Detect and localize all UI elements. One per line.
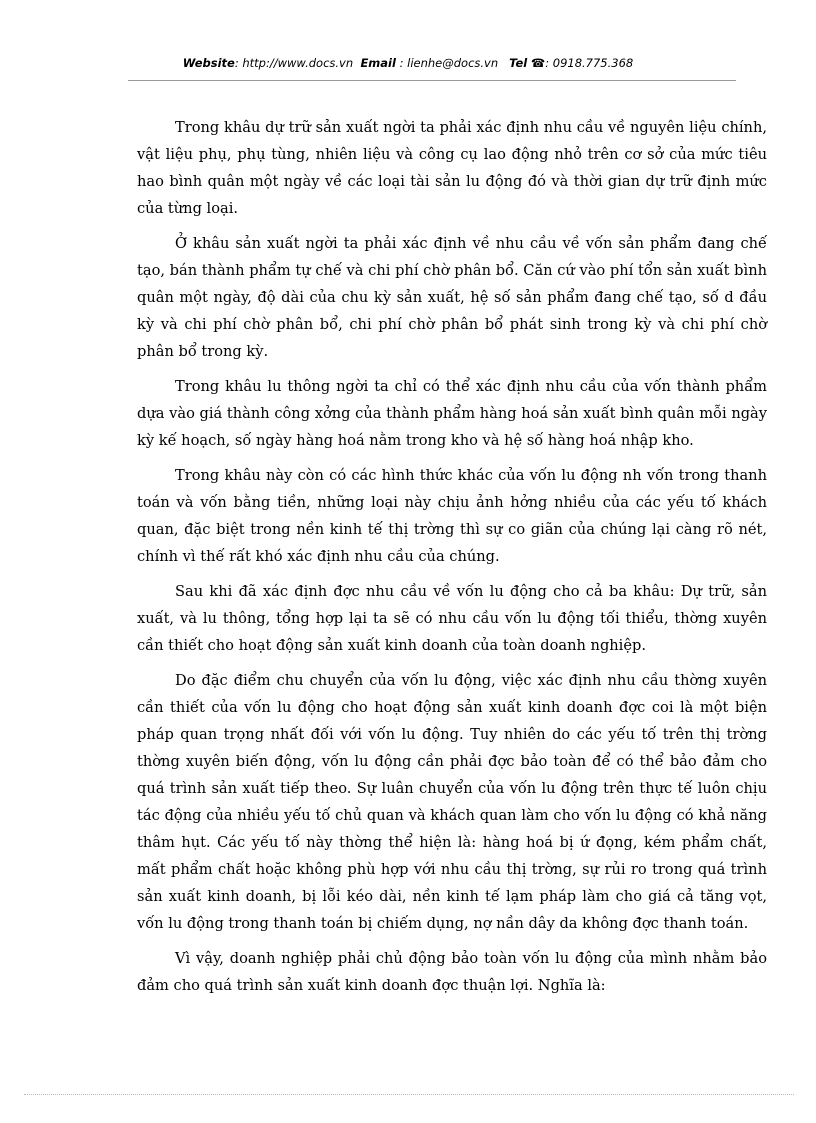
paragraph-4: Trong khâu này còn có các hình thức khác của vốn lu động nh vốn trong thanh toán và vốn bằng tiền, những loại này chịu ảnh hởng nhiều của các yếu tố khách quan, đặc biệt trong nền kinh tế thị trờng thì sự co giãn của chúng lại càng rõ nét, chính vì thế rất khó xác định nhu cầu của chúng. bbox=[137, 467, 767, 565]
tel-label: Tel bbox=[509, 56, 528, 70]
website-label: Website bbox=[182, 56, 235, 70]
paragraph-7: Vì vậy, doanh nghiệp phải chủ động bảo toàn vốn lu động của mình nhằm bảo đảm cho quá trình sản xuất kinh doanh đợc thuận lợi. Nghĩa là: bbox=[137, 950, 767, 994]
website-url[interactable]: : http://www.docs.vn bbox=[234, 56, 354, 70]
footer-divider bbox=[24, 1094, 794, 1095]
paragraph-1: Trong khâu dự trữ sản xuất ngời ta phải xác định nhu cầu về nguyên liệu chính, vật liệu phụ, phụ tùng, nhiên liệu và công cụ lao động nhỏ trên cơ sở của mức tiêu hao bình quân một ngày về các loại tài sản lu động đó và thời gian dự trữ định mức của từng loại. bbox=[137, 119, 767, 217]
email-label: Email bbox=[360, 56, 396, 70]
phone-icon: ☎ bbox=[530, 56, 546, 70]
header-divider bbox=[128, 80, 736, 81]
paragraph-2: Ở khâu sản xuất ngời ta phải xác định về nhu cầu về vốn sản phẩm đang chế tạo, bán thành phẩm tự chế và chi phí chờ phân bổ. Căn cứ vào phí tổn sản xuất bình quân một ngày, độ dài của chu kỳ sản xuất, hệ số sản phẩm đang chế tạo, số d đầu kỳ và chi phí chờ phân bổ, chi phí chờ phân bổ phát sinh trong kỳ và chi phí chờ phân bổ trong kỳ. bbox=[137, 235, 767, 360]
paragraph-5: Sau khi đã xác định đợc nhu cầu về vốn lu động cho cả ba khâu: Dự trữ, sản xuất, và lu thông, tổng hợp lại ta sẽ có nhu cầu vốn lu động tối thiểu, thờng xuyên cần thiết cho hoạt động sản xuất kinh doanh của toàn doanh nghiệp. bbox=[137, 583, 767, 654]
page-header bbox=[0, 56, 816, 70]
tel-number: : 0918.775.368 bbox=[545, 56, 634, 70]
paragraph-6: Do đặc điểm chu chuyển của vốn lu động, việc xác định nhu cầu thờng xuyên cần thiết của vốn lu động cho hoạt động sản xuất kinh doanh đợc coi là một biện pháp quan trọng nhất đối với vốn lu động. Tuy nhiên do các yếu tố trên thị trờng thờng xuyên biến động, vốn lu động cần phải đợc bảo toàn để có thể bảo đảm cho quá trình sản xuất tiếp theo. Sự luân chuyển của vốn lu động trên thực tế luôn chịu tác động của nhiều yếu tố chủ quan và khách quan làm cho vốn lu động có khả năng thâm hụt. Các yếu tố này thờng thể hiện là: hàng hoá bị ứ đọng, kém phẩm chất, mất phẩm chất hoặc không phù hợp với nhu cầu thị trờng, sự rủi ro trong quá trình sản xuất kinh doanh, bị lỗi kéo dài, nền kinh tế lạm pháp làm cho giá cả tăng vọt, vốn lu động trong thanh toán bị chiếm dụng, nợ nần dây da không đợc thanh toán. bbox=[137, 672, 767, 932]
paragraph-3: Trong khâu lu thông ngời ta chỉ có thể xác định nhu cầu của vốn thành phẩm dựa vào giá thành công xởng của thành phẩm hàng hoá sản xuất bình quân mỗi ngày kỳ kế hoạch, số ngày hàng hoá nằm trong kho và hệ số hàng hoá nhập kho. bbox=[137, 378, 767, 449]
document-body bbox=[137, 114, 767, 1007]
email-address[interactable]: : lienhe@docs.vn bbox=[399, 56, 499, 70]
